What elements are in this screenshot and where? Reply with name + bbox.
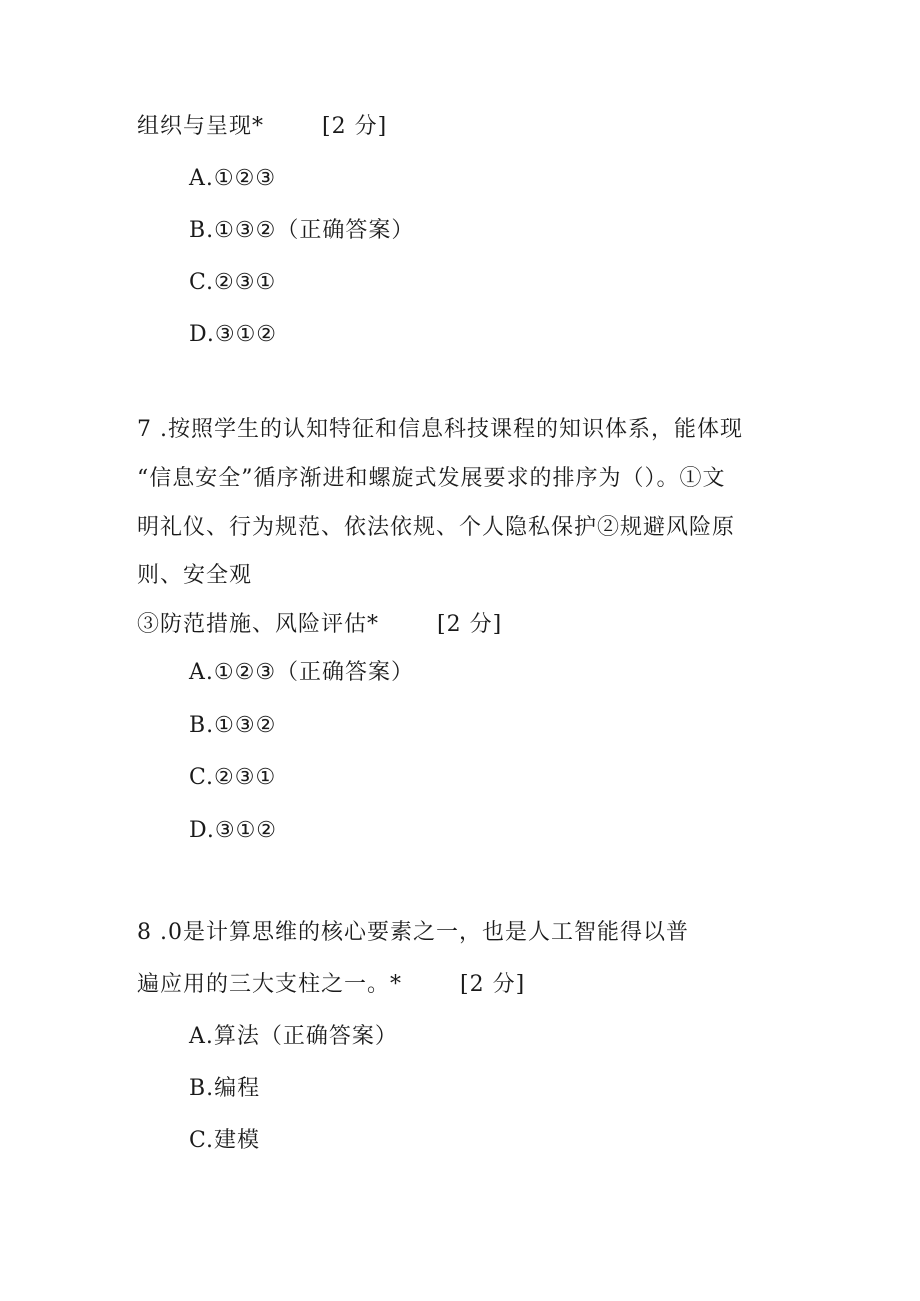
- question-7-stem-line-5: [137, 610, 502, 640]
- question-8-option-a[interactable]: A.算法（正确答案）: [189, 1024, 398, 1049]
- question-7-option-a[interactable]: A.①②③（正确答案）: [189, 660, 415, 685]
- question-8-option-c[interactable]: C.建模: [189, 1128, 261, 1153]
- question-6-stem-tail: [137, 112, 387, 142]
- question-7-stem-line-3: 明礼仪、行为规范、依法依规、个人隐私保护②规避风险原: [137, 515, 736, 540]
- question-7-stem-line-2: “信息安全”循序渐进和螺旋式发展要求的排序为（）。①文: [137, 466, 726, 491]
- question-8-stem-line-2: [137, 970, 525, 1000]
- question-6-option-c[interactable]: C.②③①: [189, 270, 277, 295]
- question-7-option-b[interactable]: B.①③②: [189, 713, 277, 738]
- question-8-text: 遍应用的三大支柱之一。*: [137, 972, 403, 997]
- question-6-text: 组织与呈现*: [137, 114, 265, 139]
- question-7-text: ③防范措施、风险评估*: [137, 612, 380, 637]
- question-7-score: [2 分]: [437, 612, 503, 637]
- question-6-option-d[interactable]: D.③①②: [189, 322, 278, 347]
- question-8-stem-line-1: 8 .0是计算思维的核心要素之一，也是人工智能得以普: [137, 920, 689, 945]
- question-6-option-a[interactable]: A.①②③: [189, 166, 277, 191]
- question-8-option-b[interactable]: B.编程: [189, 1076, 261, 1101]
- question-7-stem-line-4: 则、安全观: [137, 563, 253, 588]
- question-7-stem-line-1: 7 .按照学生的认知特征和信息科技课程的知识体系，能体现: [137, 417, 743, 442]
- question-7-option-c[interactable]: C.②③①: [189, 765, 277, 790]
- question-7-option-d[interactable]: D.③①②: [189, 818, 278, 843]
- question-6-option-b[interactable]: B.①③②（正确答案）: [189, 218, 415, 243]
- question-6-score: [2 分]: [322, 114, 388, 139]
- question-8-score: [2 分]: [460, 972, 526, 997]
